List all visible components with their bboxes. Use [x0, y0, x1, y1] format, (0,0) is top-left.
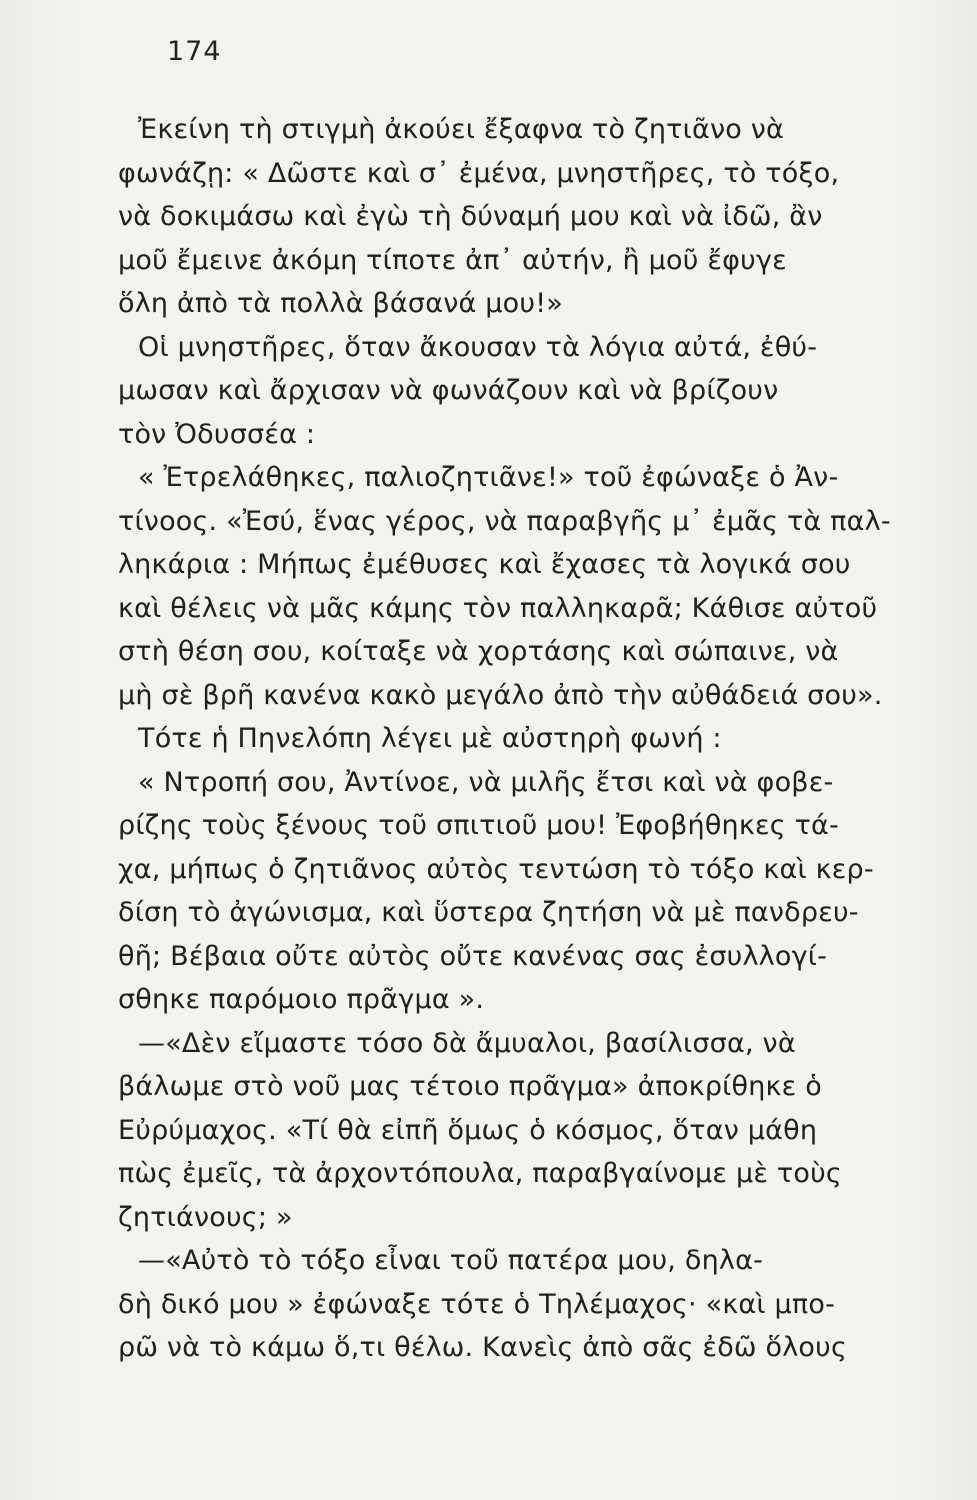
text-line: Εὐρύμαχος. «Τί θὰ εἰπῆ ὅμως ὁ κόσμος, ὅταν μάθη: [118, 1114, 818, 1146]
text-line: Ἐκείνη τὴ στιγμὴ ἀκούει ἔξαφνα τὸ ζητιᾶνο νὰ: [138, 114, 785, 145]
page-text: [118, 108, 918, 1370]
text-line: νὰ δοκιμάσω καὶ ἐγὼ τὴ δύναμή μου καὶ νὰ ἰδῶ, ἂν: [118, 201, 823, 232]
text-line: « Ντροπή σου, Ἀντίνοε, νὰ μιλῆς ἔτσι καὶ νὰ φοβε-: [138, 766, 834, 798]
text-line: Τότε ἡ Πηνελόπη λέγει μὲ αὐστηρὴ φωνή :: [138, 723, 722, 754]
text-line: σθηκε παρόμοιο πρᾶγμα ».: [118, 984, 485, 1015]
text-line: μὴ σὲ βρῆ κανένα κακὸ μεγάλο ἀπὸ τὴν αὐθάδειά σου».: [118, 679, 883, 711]
text-line: Οἱ μνηστῆρες, ὅταν ἄκουσαν τὰ λόγια αὐτά, ἐθύ-: [138, 331, 818, 363]
text-line: —«Δὲν εἴμαστε τόσο δὰ ἄμυαλοι, βασίλισσα, νὰ: [138, 1027, 796, 1059]
text-line: μοῦ ἔμεινε ἀκόμη τίποτε ἀπ᾽ αὐτήν, ἢ μοῦ ἔφυγε: [118, 244, 787, 276]
text-line: χα, μήπως ὁ ζητιᾶνος αὐτὸς τεντώση τὸ τόξο καὶ κερ-: [118, 853, 874, 885]
text-line: —«Αὐτὸ τὸ τόξο εἶναι τοῦ πατέρα μου, δηλα-: [138, 1245, 764, 1276]
text-line: θῆ; Βέβαια οὔτε αὐτὸς οὔτε κανένας σας ἐσυλλογί-: [118, 940, 828, 972]
text-line: βάλωμε στὸ νοῦ μας τέτοιο πρᾶγμα» ἀποκρίθηκε ὁ: [118, 1071, 822, 1102]
page-number: 174: [167, 36, 222, 67]
text-line: πὼς ἐμεῖς, τὰ ἀρχοντόπουλα, παραβγαίνομε μὲ τοὺς: [118, 1158, 842, 1189]
text-line: δὴ δικό μου » ἐφώναξε τότε ὁ Τηλέμαχος· «καὶ μπο-: [118, 1288, 836, 1320]
text-line: δίση τὸ ἀγώνισμα, καὶ ὕστερα ζητήση νὰ μὲ πανδρευ-: [118, 897, 859, 928]
text-line: τίνοος. «Ἐσύ, ἕνας γέρος, νὰ παραβγῆς μ᾽ ἐμᾶς τὰ παλ-: [118, 505, 891, 537]
text-line: « Ἐτρελάθηκες, παλιοζητιᾶνε!» τοῦ ἐφώναξε ὁ Ἀν-: [138, 462, 839, 493]
text-line: ὅλη ἀπὸ τὰ πολλὰ βάσανά μου!»: [118, 288, 563, 319]
text-line: ζητιάνους; »: [118, 1201, 293, 1233]
text-line: ληκάρια : Μήπως ἐμέθυσες καὶ ἔχασες τὰ λογικά σου: [118, 549, 851, 580]
text-line: μωσαν καὶ ἄρχισαν νὰ φωνάζουν καὶ νὰ βρίζουν: [118, 375, 779, 406]
text-line: ρῶ νὰ τὸ κάμω ὅ,τι θέλω. Κανεὶς ἀπὸ σᾶς ἐδῶ ὅλους: [118, 1332, 848, 1363]
text-line: ρίζης τοὺς ξένους τοῦ σπιτιοῦ μου! Ἐφοβήθηκες τά-: [118, 810, 839, 841]
text-line: φωνάζῃ: « Δῶστε καὶ σ᾽ ἐμένα, μνηστῆρες, τὸ τόξο,: [118, 157, 840, 189]
text-line: στὴ θέση σου, κοίταξε νὰ χορτάσης καὶ σώπαινε, νὰ: [118, 636, 839, 667]
text-line: τὸν Ὀδυσσέα :: [118, 418, 316, 450]
text-line: καὶ θέλεις νὰ μᾶς κάμης τὸν παλληκαρᾶ; Κάθισε αὐτοῦ: [118, 592, 878, 624]
